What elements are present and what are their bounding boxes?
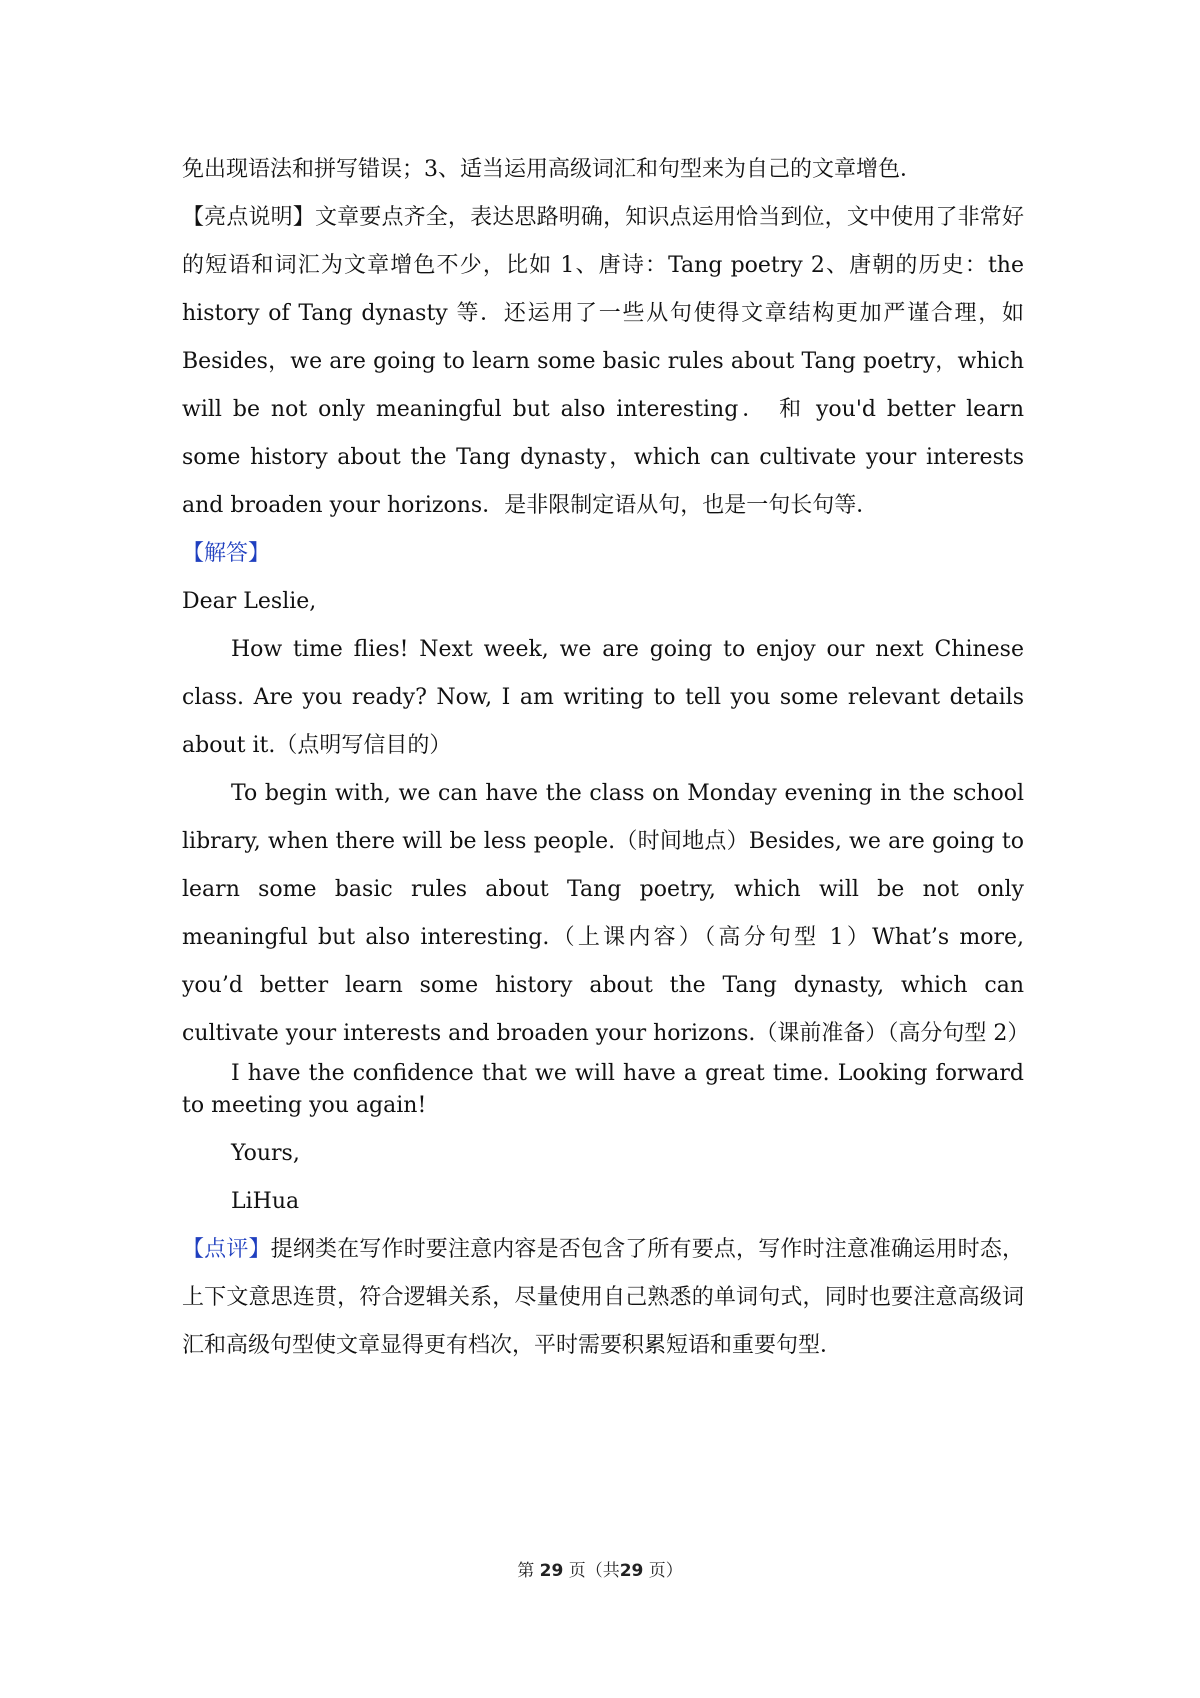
comment-text: 提纲类在写作时要注意内容是否包含了所有要点，写作时注意准确运用时态，上下文意思连贯，符合逻辑关系，尽量使用自己熟悉的单词句式，同时也要注意高级词汇和高级句型使文章显得更有档次，平时需要积累短语和重要句型． xyxy=(182,1237,1024,1358)
paragraph-highlights xyxy=(182,194,1024,530)
answer-label: 【解答】 xyxy=(182,541,271,566)
footer-suffix: 页） xyxy=(648,1561,683,1581)
letter-signature: LiHua xyxy=(231,1189,300,1214)
footer-total-pages: 29 xyxy=(619,1561,644,1581)
comment-label: 【点评】 xyxy=(182,1237,271,1262)
letter-closing: Yours, xyxy=(231,1141,300,1166)
letter-paragraph-2: To begin with, we can have the class on Monday evening in the school library, when there will be less people.（时间地点）Besides, we are going to learn some basic rules about Tang poetry, which will be not only meaningful but also interesting.（上课内容）（高分句型 1）What’s more, you’d better learn some history about the Tang dynasty, which can cultivate your interests and broaden your horizons.（课前准备）（高分句型 2） xyxy=(182,781,1030,1046)
letter-salutation: Dear Leslie, xyxy=(182,589,317,614)
footer-prefix: 第 xyxy=(517,1561,535,1581)
letter-paragraph-3: I have the confidence that we will have a great time. Looking forward to meeting you again! xyxy=(182,1061,1024,1118)
page-footer xyxy=(0,1556,1200,1581)
letter-paragraph-1: How time flies! Next week, we are going to enjoy our next Chinese class. Are you ready? Now, I am writing to tell you some relevant details about it.（点明写信目的） xyxy=(182,637,1024,758)
page-content xyxy=(182,146,1030,1370)
paragraph-writing-tips: 免出现语法和拼写错误；3、适当运用高级词汇和句型来为自己的文章增色． xyxy=(182,157,922,182)
footer-middle: 页（共 xyxy=(568,1561,620,1581)
paragraph-comment xyxy=(182,1226,1024,1370)
highlights-label: 【亮点说明】 xyxy=(182,205,315,230)
footer-page-number: 29 xyxy=(539,1561,564,1581)
highlights-text: 文章要点齐全，表达思路明确，知识点运用恰当到位，文中使用了非常好的短语和词汇为文章增色不少，比如 1、唐诗：Tang poetry 2、唐朝的历史：the history of Tang dynasty 等．还运用了一些从句使得文章结构更加严谨合理，如 Besides，we are going to learn some basic rules about Tang poetry，which will be not only meaningful but also interesting． 和 you'd better learn some history about the Tang dynasty，which can cultivate your interests and broaden your horizons．是非限制定语从句，也是一句长句等． xyxy=(182,205,1024,518)
